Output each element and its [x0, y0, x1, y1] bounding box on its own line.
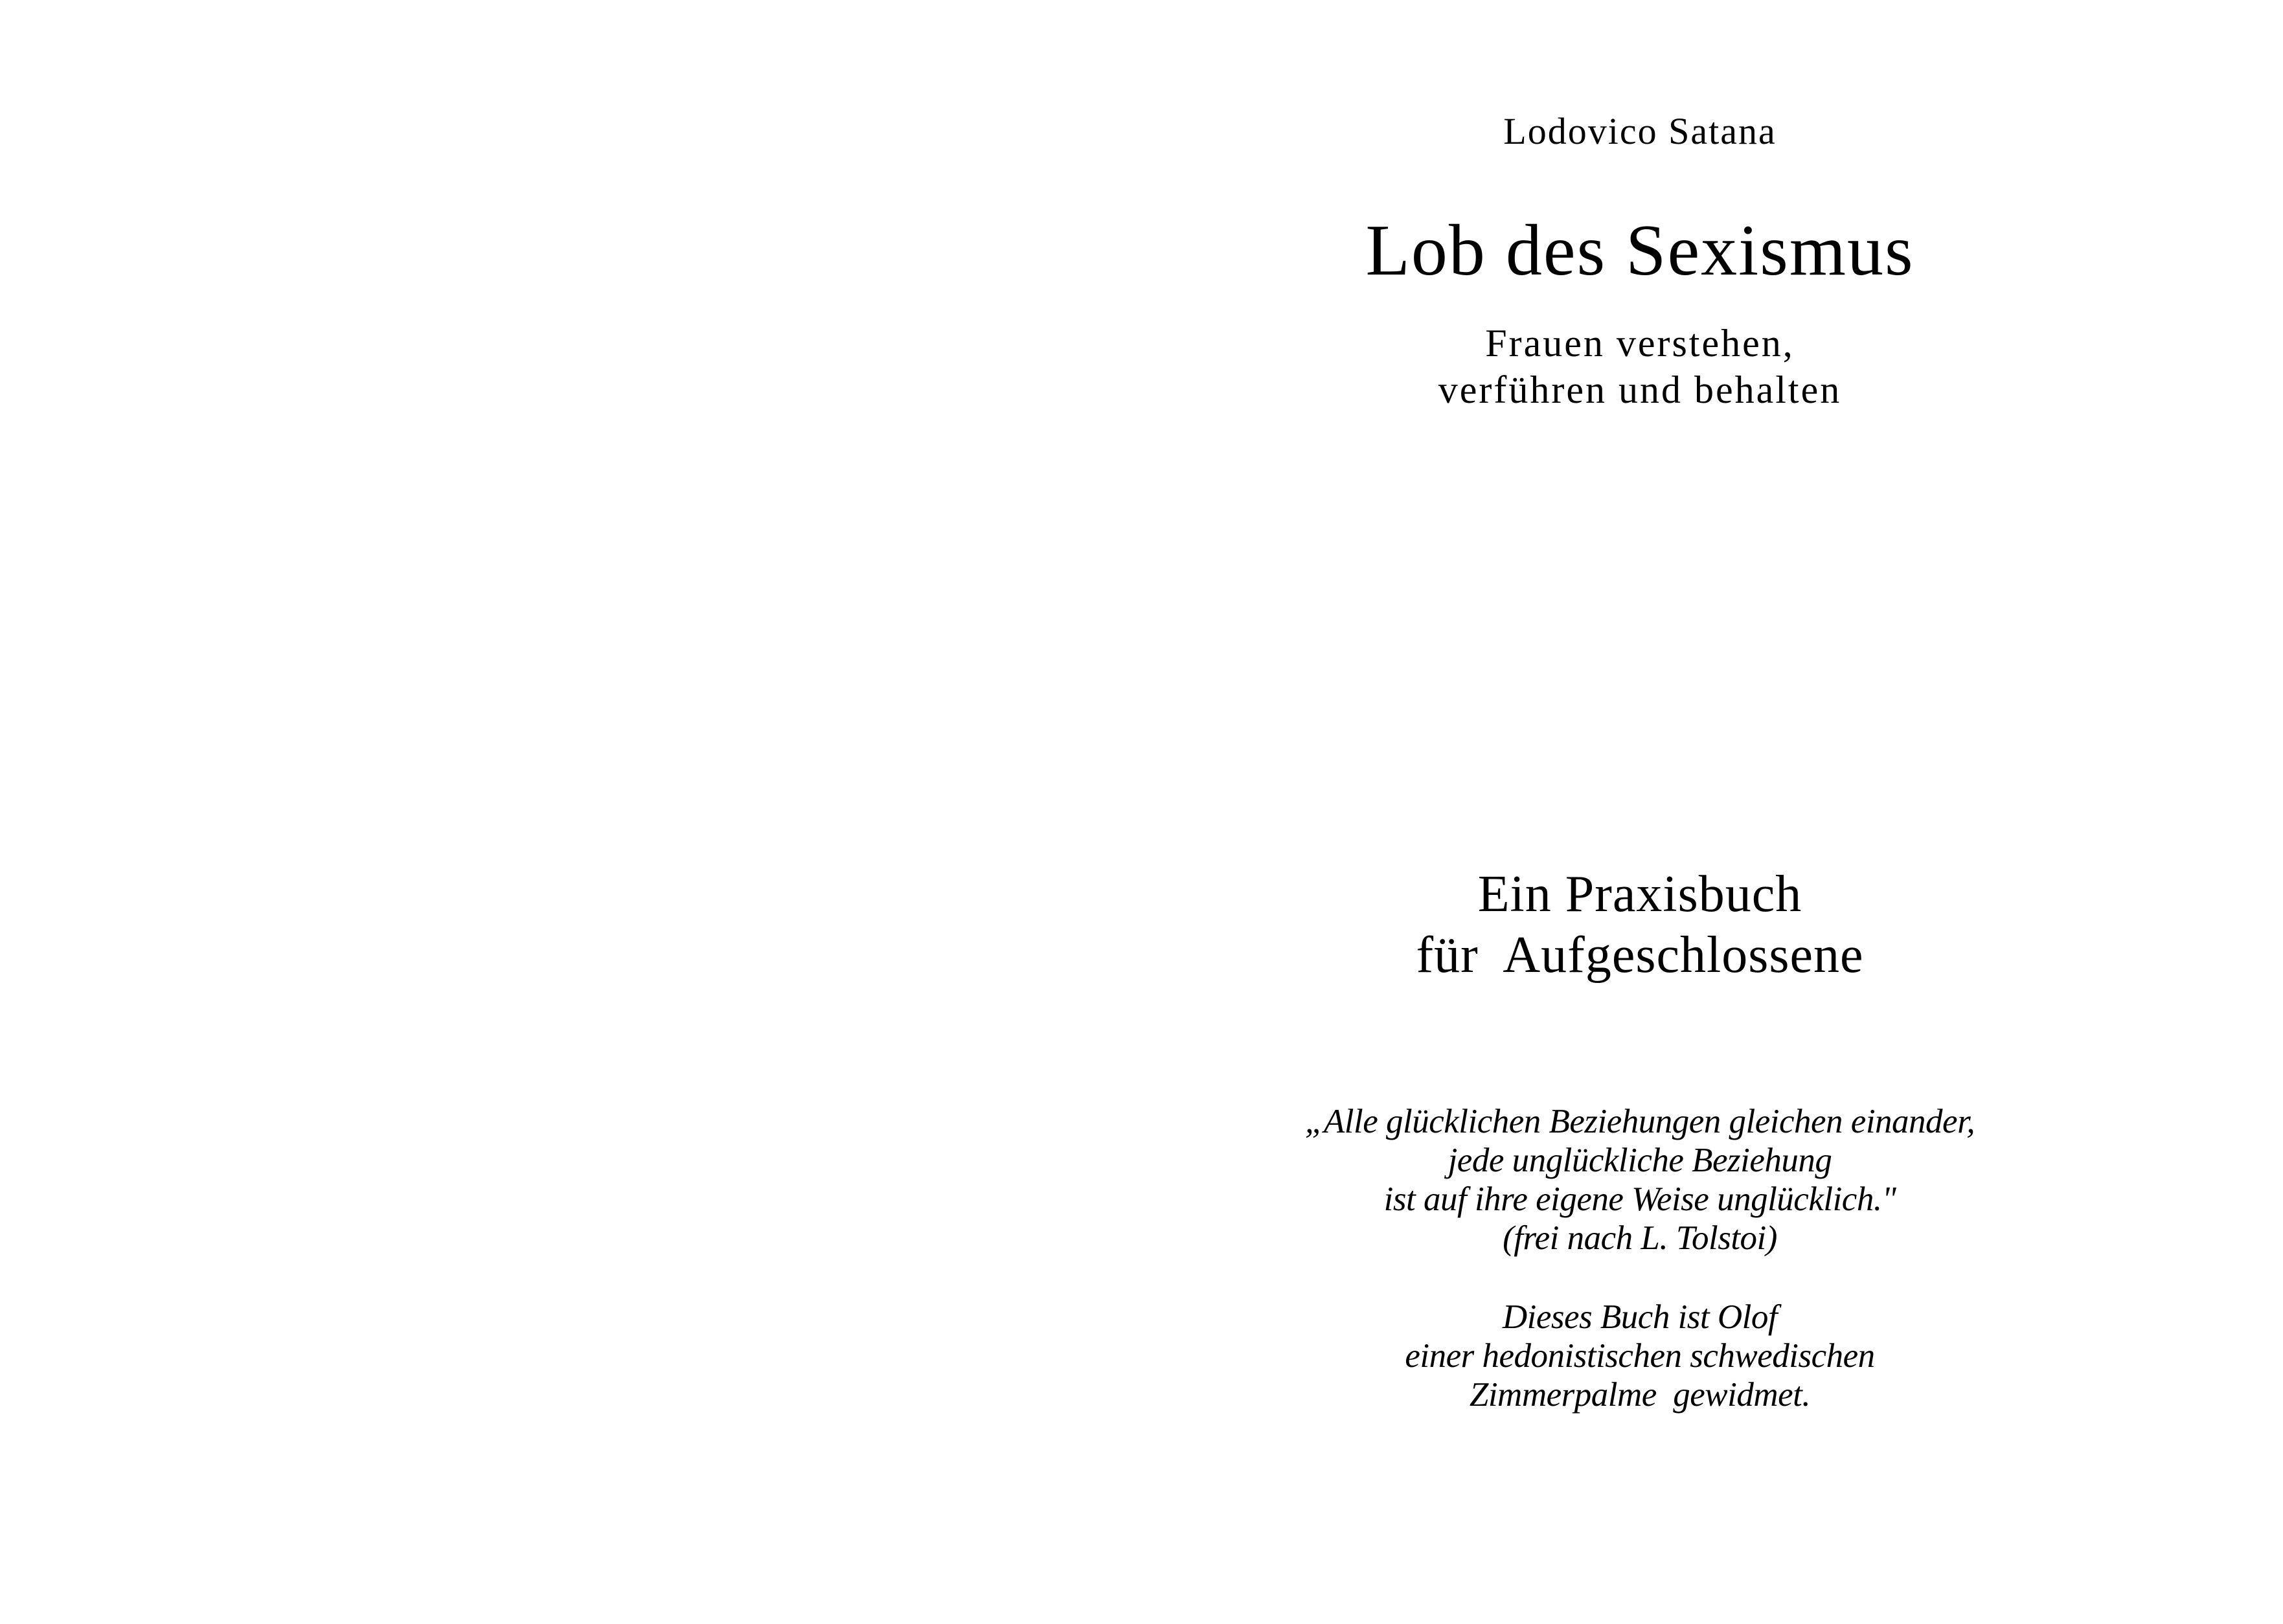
tagline-line: Ein Praxisbuch	[1477, 866, 1802, 923]
dedication-line: Dieses Buch ist Olof	[1502, 1298, 1778, 1336]
subtitle-line: verführen und behalten	[1438, 368, 1842, 411]
subtitle-line: Frauen verstehen,	[1485, 322, 1795, 365]
book-tagline	[1141, 864, 2139, 986]
quote-attribution: (frei nach L. Tolstoi)	[1503, 1219, 1777, 1257]
book-title: Lob des Sexismus	[1365, 210, 1914, 291]
book-subtitle	[1141, 320, 2139, 413]
author-name: Lodovico Satana	[1503, 110, 1777, 152]
epigraph-quote	[1141, 1102, 2139, 1257]
quote-line: jede unglückliche Beziehung	[1448, 1142, 1832, 1179]
dedication-line: Zimmerpalme gewidmet.	[1469, 1376, 1811, 1414]
tagline-line: für Aufgeschlossene	[1416, 927, 1864, 984]
dedication-line: einer hedonistischen schwedischen	[1405, 1337, 1875, 1375]
dedication	[1141, 1298, 2139, 1414]
right-page-title	[1141, 0, 2283, 1624]
left-page-blank	[0, 0, 1141, 1624]
quote-line: ist auf ihre eigene Weise unglücklich."	[1383, 1180, 1896, 1218]
quote-line: „Alle glücklichen Beziehungen gleichen einander,	[1304, 1103, 1975, 1140]
